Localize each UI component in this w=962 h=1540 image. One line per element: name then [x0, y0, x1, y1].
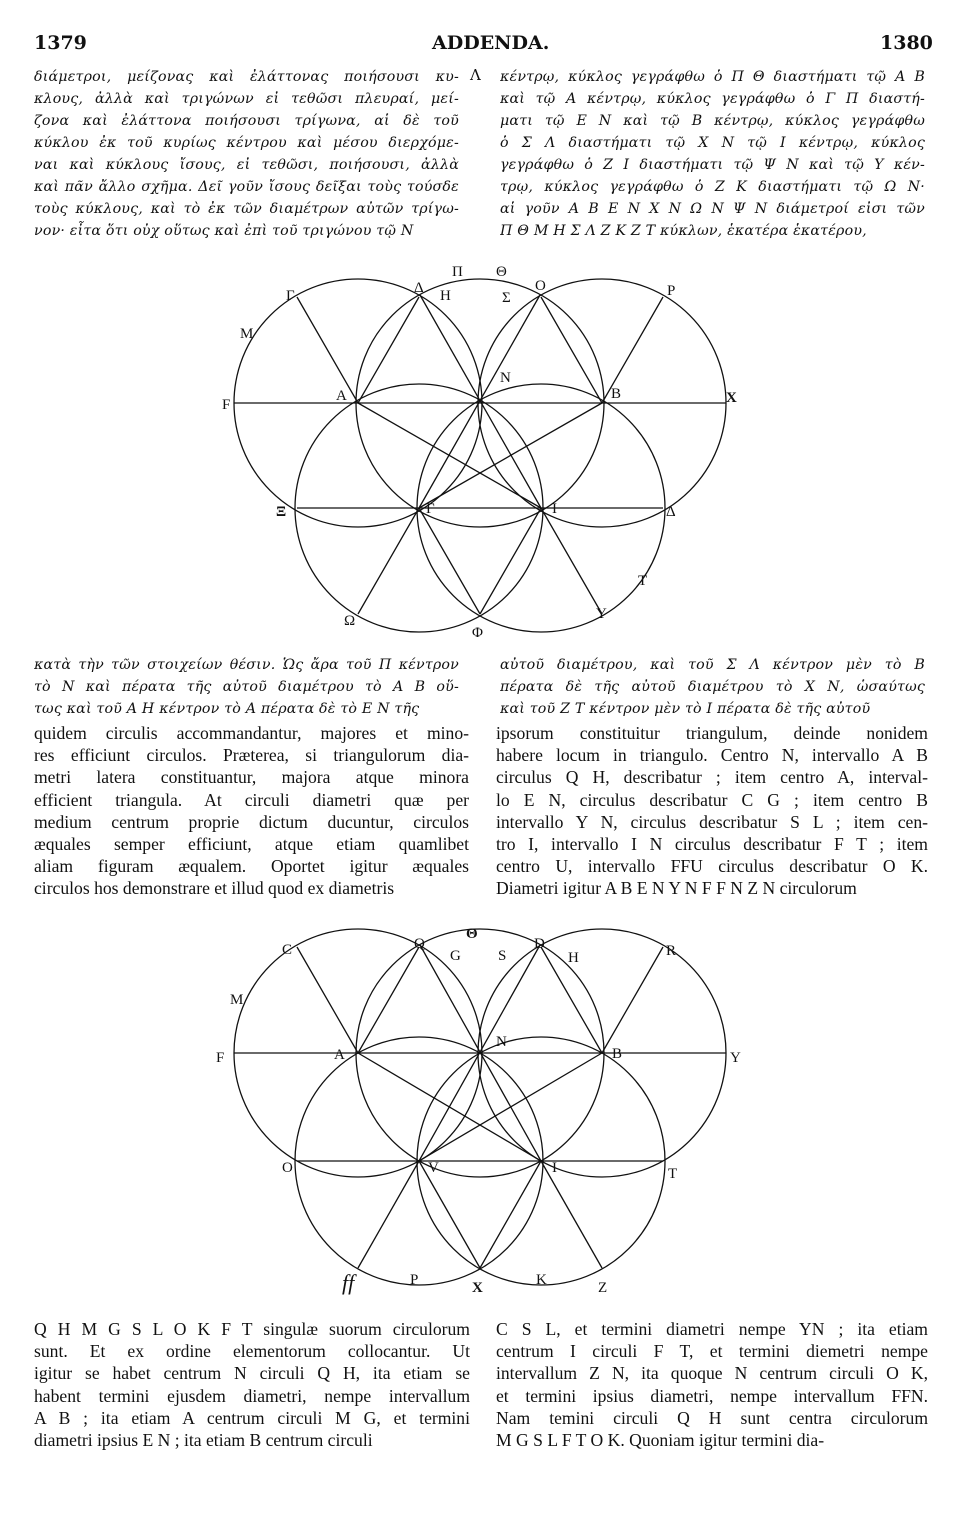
text-line: νον· εἶτα ὅτι οὐχ οὕτως καὶ ἐπὶ τοῦ τριγώνου τῷ Ν [34, 223, 414, 239]
fig1-label-delta: Δ [666, 504, 676, 520]
latin-text-bottom-right [496, 1318, 928, 1451]
text-line: καὶ τοῦ Ζ Τ κέντρον μὲν τὸ Ι πέρατα δὲ τῆς αὐτοῦ [500, 701, 871, 717]
text-line: intervallum Z N, ita quoque N centrum circuli O K, [496, 1363, 928, 1384]
fig2-label-k: K [536, 1272, 547, 1288]
fig2-label-g: G [450, 948, 461, 964]
running-title: ADDENDA. [432, 32, 550, 54]
fig1-label-upsilon: Y [596, 606, 607, 622]
fig2-label-ff: ff [342, 1270, 355, 1295]
latin-text-bottom-left [34, 1318, 470, 1451]
text-line: αἱ γοῦν Α Β Ε Ν Χ Ν Ω Ν Ψ Ν διάμετροί εἰσι τῶν [500, 201, 925, 217]
fig2-label-t: T [668, 1166, 678, 1182]
text-line: πέρατα δὲ τῆς αὐτοῦ διαμέτρου τὸ Χ Ν, ὡσαύτως [500, 679, 925, 695]
latin-text-mid-right [496, 722, 928, 900]
text-line: aliam figuram æqualem. Oportet igitur æquales [34, 856, 469, 877]
text-line: habere locum in triangulo. Centro N, intervallo A B [496, 745, 928, 766]
text-line: κύκλου ἐκ τοῦ κυρίως κέντρου καὶ μέσου διερχόμε- [34, 135, 459, 151]
margin-letter: Λ [470, 66, 481, 84]
fig1-label-nu: N [500, 370, 511, 386]
fig2-label-x: X [472, 1280, 483, 1296]
fig1-label-pi: Π [452, 264, 463, 280]
text-line: τὸ Ν καὶ πέρατα τῆς αὐτοῦ διαμέτρου τὸ Α Β οὕ- [34, 679, 459, 695]
text-line: γεγράφθω ὁ Ζ Ι διαστήματι τῷ Ψ Ν καὶ τῷ Υ κέν- [500, 157, 925, 173]
text-line: circulus Q H, describatur ; item centro A, interval- [496, 767, 928, 788]
fig2-label-z: Z [598, 1280, 608, 1296]
fig1-label-phi: Φ [472, 625, 483, 641]
text-line: τρῳ, κύκλος γεγράφθω ὁ Ζ Κ διαστήματι τῷ Ω Ν· [500, 179, 925, 195]
text-line: τοὺς κύκλους, καὶ τὸ ἐκ τῶν διαμέτρων αὐτῶν τρίγω- [34, 201, 459, 217]
greek-text-mid-right [500, 654, 925, 720]
fig2-label-s: S [498, 948, 507, 964]
text-line: C S L, et termini diametri nempe YN ; ita etiam [496, 1319, 928, 1339]
fig2-label-f: F [216, 1050, 225, 1066]
text-line: κέντρῳ, κύκλος γεγράφθω ὁ Π Θ διαστήματι τῷ Α Β [500, 69, 925, 85]
text-line: circulos hos demonstrare et illud quod ex diametris [34, 878, 395, 899]
fig1-label-gamma2: Γ [426, 501, 435, 517]
text-line: κλους, ἀλλὰ καὶ τριγώνων εἰ τεθῶσι πλευραί, μεί- [34, 91, 459, 107]
fig2-label-p: P [410, 1272, 419, 1288]
fig2-line-3 [358, 1053, 541, 1161]
text-line: metri latera constituantur, majora atque minora [34, 767, 469, 788]
text-line: lo E N, circulus describatur C G ; item centro B [496, 789, 928, 810]
text-line: res efficiunt circulos. Præterea, si triangulorum dia- [34, 745, 469, 766]
text-line: καὶ τῷ Α κέντρῳ, κύκλος γεγράφθω ὁ Γ Π διαστή- [500, 91, 925, 107]
fig1-label-iota: I [552, 501, 557, 517]
text-line: centrum I circuli F T, et termini diemetri nempe [496, 1341, 928, 1362]
page-number-left: 1379 [34, 32, 87, 54]
fig1-line-11 [358, 508, 419, 614]
fig1-line-7 [297, 297, 358, 403]
fig2-label-m: M [230, 992, 244, 1008]
fig1-label-chi: X [726, 390, 737, 406]
text-line: sunt. Et ex ordine elementorum collocantur. Ut [34, 1341, 470, 1362]
fig1-label-f: F [222, 397, 231, 413]
text-line: intervallo Y N, circulus describatur S L ; item cen- [496, 811, 928, 832]
text-line: medium centrum proprie dictum ducuntur, circulos [34, 811, 469, 832]
fig2-label-q: Q [414, 936, 425, 952]
text-line: igitur se habet centrum N circuli Q H, ita etiam se [34, 1363, 470, 1384]
text-line: centro U, intervallo FFU circulus describatur O K. [496, 856, 928, 877]
text-line: καὶ πᾶν ἄλλο σχῆμα. Δεῖ γοῦν ἴσους δεῖξαι τοὺς τούσδε [34, 179, 459, 195]
fig1-line-4 [419, 403, 602, 508]
fig1-label-beta: B [611, 386, 622, 402]
text-line: ipsorum constituitur triangulum, deinde nonidem [496, 723, 928, 743]
text-line: ζονα καὶ ἐλάττονα ποιήσουσι τρίγωνα, αἱ δὲ τοῦ [34, 113, 459, 129]
fig2-line-8 [602, 947, 663, 1053]
fig1-label-omicron: O [535, 278, 546, 294]
fig1-label-delta-top: Δ [414, 280, 424, 296]
fig2-label-h: H [568, 950, 579, 966]
page-number-right: 1380 [880, 32, 933, 54]
fig1-line-9 [419, 508, 480, 614]
fig1-line-10 [480, 508, 541, 614]
fig2-line-7 [297, 947, 358, 1053]
fig2-label-b: B [612, 1046, 623, 1062]
text-line: habent termini ejusdem diametri, nempe intervallum [34, 1385, 470, 1406]
text-line: ματι τῷ Ε Ν καὶ τῷ Β κέντρῳ, κύκλος γεγράφθω [500, 113, 925, 129]
fig2-label-a: A [334, 1047, 345, 1063]
fig1-line-12 [541, 508, 602, 614]
text-line: efficient triangula. At circuli diametri quæ per [34, 789, 469, 810]
fig1-line-3 [358, 403, 541, 508]
text-line: M G S L F T O K. Quoniam igitur termini dia- [496, 1430, 825, 1451]
fig1-line-2 [419, 295, 540, 508]
text-line: τως καὶ τοῦ Α Η κέντρον τὸ Α πέρατα δὲ τὸ Ε Ν τῆς [34, 701, 420, 717]
text-line: quidem circulis accommandantur, majores et mino- [34, 723, 469, 743]
text-line: tro I, intervallo I N circulus describatur F T ; item [496, 834, 928, 855]
fig1-label-xi: Ξ [276, 504, 287, 520]
text-line: ὁ Σ Λ διαστήματι τῷ Χ Ν τῷ Ι κέντρῳ, κύκλος [500, 135, 925, 151]
fig1-label-rho: P [667, 283, 676, 299]
text-line: ναι καὶ κύκλους ἴσους, εἰ τεθῶσι, ποιήσουσι, ἀλλὰ [34, 157, 459, 173]
fig1-line-6 [541, 297, 602, 403]
fig2-label-d: D [534, 936, 545, 952]
fig2-label-y: Y [730, 1050, 741, 1066]
fig2-label-i: I [552, 1160, 557, 1176]
fig1-label-theta: Θ [496, 264, 507, 280]
text-line: diametri ipsius E N ; ita etiam B centrum circuli [34, 1430, 373, 1451]
fig2-label-r: R [666, 943, 677, 959]
fig2-label-theta: Θ [466, 926, 478, 942]
greek-text-mid-left [34, 654, 459, 720]
fig1-label-sigma: Σ [502, 290, 511, 306]
text-line: Nam temini circuli Q H sunt centra circulorum [496, 1407, 928, 1428]
fig1-label-gamma: Γ [286, 288, 295, 304]
fig1-label-eta: Η [440, 288, 451, 304]
text-line: æquales semper efficiunt, atque etiam quamlibet [34, 834, 469, 855]
fig2-label-v: V [428, 1160, 439, 1176]
fig1-label-mu: M [240, 326, 254, 342]
fig1-label-tau: T [638, 573, 648, 589]
fig2-line-4 [419, 1053, 602, 1161]
text-line: Diametri igitur A B E N Y N F F N Z N circulorum [496, 878, 857, 899]
text-line: διάμετροι, μείζονας καὶ ἐλάττονας ποιήσουσι κυ- [34, 69, 459, 85]
text-line: Q H M G S L O K F T singulæ suorum circulorum [34, 1319, 470, 1339]
fig1-label-alpha: A [336, 388, 347, 404]
fig1-line-5 [358, 297, 419, 403]
text-line: A B ; ita etiam A centrum circuli M G, et termini [34, 1407, 470, 1428]
text-line: et termini ipsius diametri, nempe intervallum FFN. [496, 1385, 928, 1406]
text-line: αὐτοῦ διαμέτρου, καὶ τοῦ Σ Λ κέντρον μὲν τὸ Β [500, 657, 925, 673]
latin-text-mid-left [34, 722, 469, 900]
fig1-label-omega: Ω [344, 613, 356, 629]
fig2-label-c: C [282, 942, 293, 958]
fig1-line-1 [420, 295, 541, 508]
text-line: Π Θ Μ Η Σ Λ Ζ Κ Ζ Τ κύκλων, ἑκατέρα ἑκατέρου, [500, 223, 867, 239]
fig2-label-n: N [496, 1034, 507, 1050]
fig2-label-o: O [282, 1160, 293, 1176]
text-line: κατὰ τὴν τῶν στοιχείων θέσιν. Ὡς ἄρα τοῦ Π κέντρον [34, 657, 459, 673]
